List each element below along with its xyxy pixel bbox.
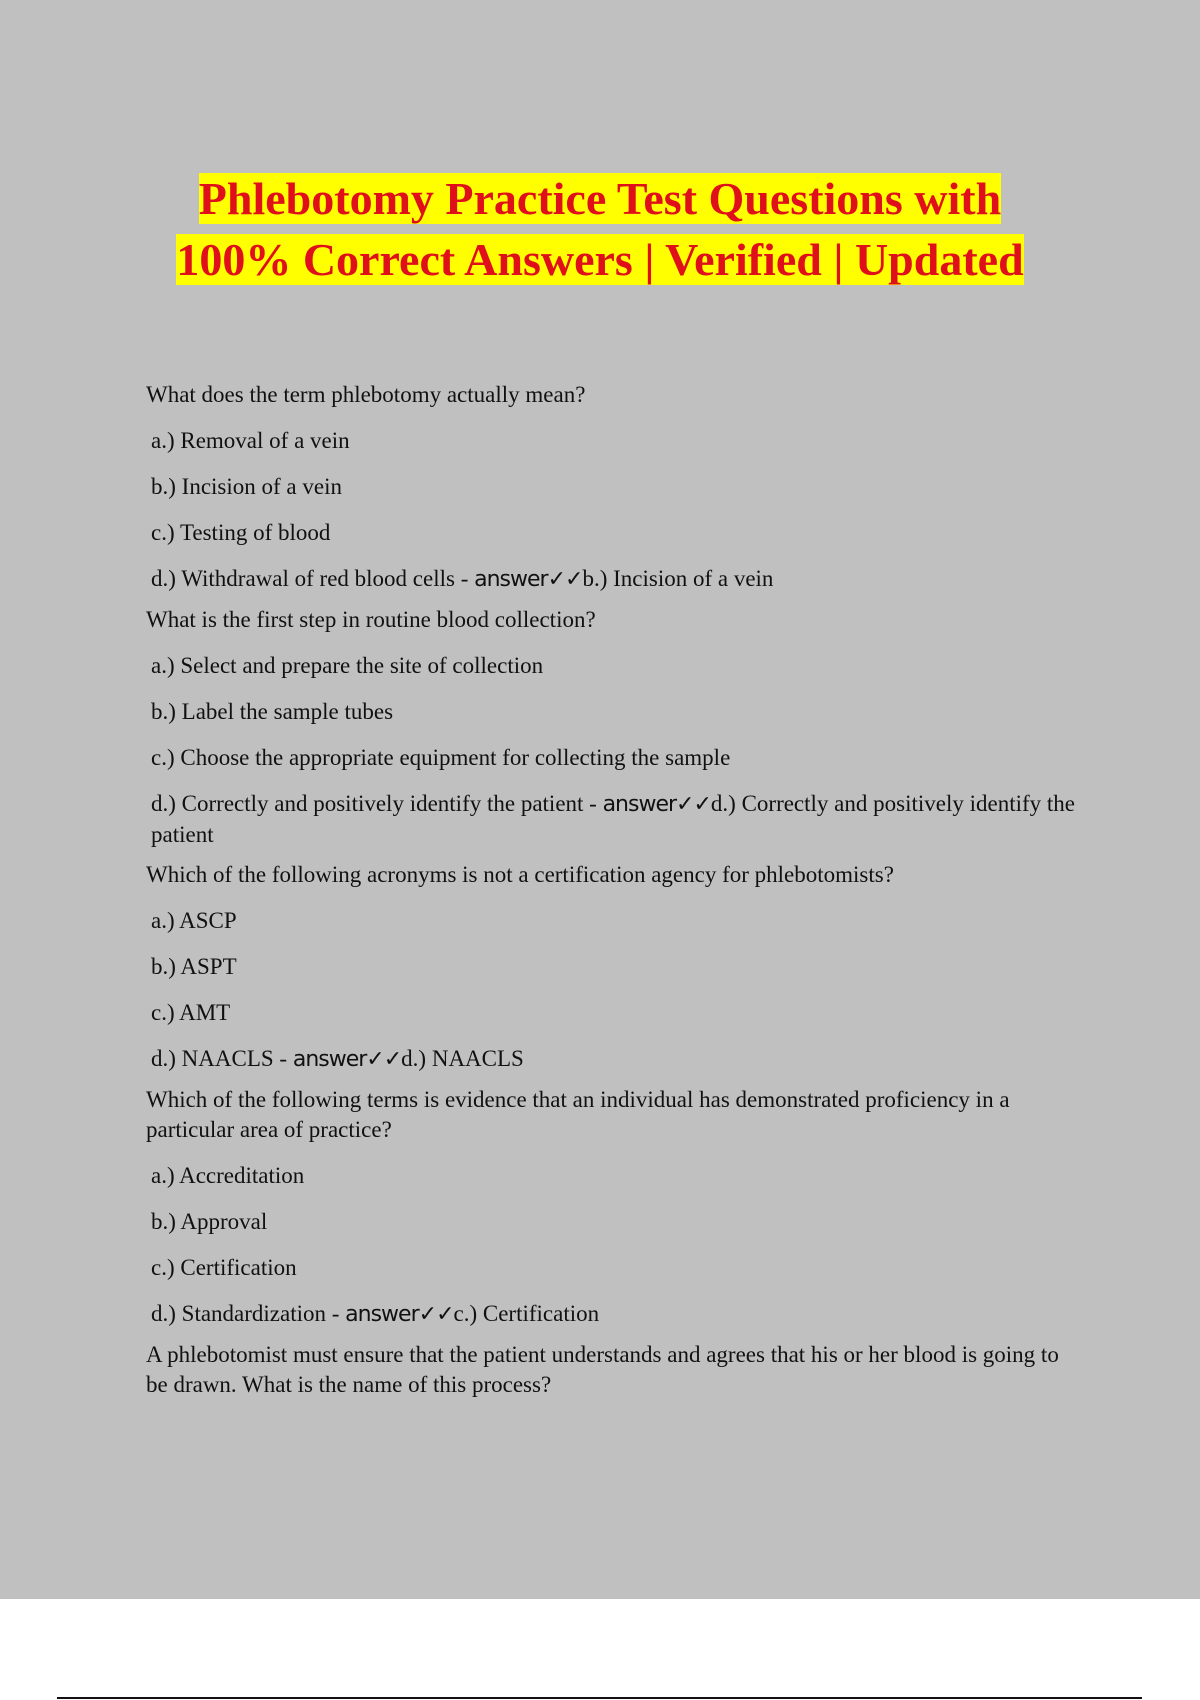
option-d-with-answer (146, 789, 1086, 850)
question-text: What does the term phlebotomy actually mean? (146, 382, 586, 407)
option-d: d.) NAACLS - (151, 1046, 293, 1071)
option-d-with-answer (146, 564, 1086, 595)
option-b: b.) Incision of a vein (151, 474, 342, 499)
option-c: c.) Testing of blood (151, 520, 331, 545)
option-a: a.) Accreditation (151, 1163, 305, 1188)
option-d-with-answer (146, 1044, 1086, 1075)
question-list (146, 380, 1086, 1416)
title-line-1: Phlebotomy Practice Test Questions with (198, 173, 1002, 224)
answer-marker: answer✓✓ (345, 1302, 454, 1327)
option-d: d.) Correctly and positively identify the patient - (151, 791, 603, 816)
option-c: c.) Choose the appropriate equipment for collecting the sample (151, 745, 731, 770)
answer-text: d.) NAACLS (401, 1046, 524, 1071)
option-a: a.) ASCP (151, 908, 237, 933)
option-a: a.) Removal of a vein (151, 428, 350, 453)
question-text: Which of the following acronyms is not a certification agency for phlebotomists? (146, 862, 894, 887)
answer-marker: answer✓✓ (602, 792, 711, 817)
option-a: a.) Select and prepare the site of collection (151, 653, 544, 678)
answer-marker: answer✓✓ (474, 567, 583, 592)
answer-text: d.) Correctly and positively identify the patient (151, 791, 1075, 847)
title-line-2: 100% Correct Answers | Verified | Updated (176, 234, 1024, 285)
option-b: b.) Label the sample tubes (151, 699, 394, 724)
option-c: c.) Certification (151, 1255, 297, 1280)
answer-text: c.) Certification (453, 1301, 600, 1326)
question-text: Which of the following terms is evidence that an individual has demonstrated proficiency in a particular area of practice? (146, 1087, 1010, 1142)
footer-divider (57, 1697, 1142, 1699)
option-d-with-answer (146, 1299, 1086, 1330)
option-c: c.) AMT (151, 1000, 231, 1025)
answer-text: b.) Incision of a vein (582, 566, 774, 591)
option-b: b.) ASPT (151, 954, 237, 979)
document-title (0, 168, 1200, 290)
option-d: d.) Standardization - (151, 1301, 346, 1326)
option-b: b.) Approval (151, 1209, 268, 1234)
question-text: A phlebotomist must ensure that the patient understands and agrees that his or her blood is going to be drawn. What is the name of this process? (146, 1342, 1059, 1397)
question-text: What is the first step in routine blood collection? (146, 607, 596, 632)
option-d: d.) Withdrawal of red blood cells - (151, 566, 475, 591)
answer-marker: answer✓✓ (292, 1047, 402, 1072)
